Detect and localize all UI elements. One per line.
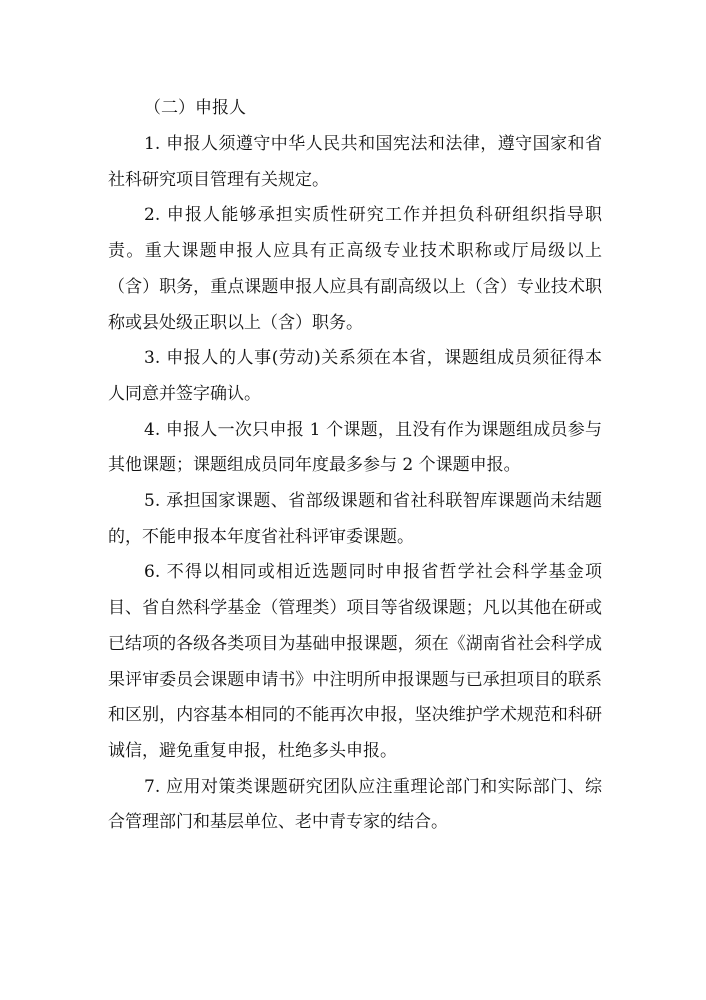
requirement-paragraph-4: 4. 申报人一次只申报 1 个课题，且没有作为课题组成员参与其他课题；课题组成员同年度最多参与 2 个课题申报。 (108, 419, 602, 476)
requirement-paragraph-1: 1. 申报人须遵守中华人民共和国宪法和法律，遵守国家和省社科研究项目管理有关规定。 (108, 134, 602, 190)
requirement-paragraph-3: 3. 申报人的人事(劳动)关系须在本省，课题组成员须征得本人同意并签字确认。 (108, 348, 602, 404)
requirement-paragraph-6: 6. 不得以相同或相近选题同时申报省哲学社会科学基金项目、省自然科学基金（管理类）项目等省级课题；凡以其他在研或已结项的各级各类项目为基础申报课题，须在《湖南省社会科学成果评审委员会课题申请书》中注明所申报课题与已承担项目的联系和区别，内容基本相同的不能再次申报，坚决维护学术规范和科研诚信，避免重复申报，杜绝多头申报。 (108, 562, 602, 761)
requirement-paragraph-2: 2. 申报人能够承担实质性研究工作并担负科研组织指导职责。重大课题申报人应具有正高级专业技术职称或厅局级以上（含）职务，重点课题申报人应具有副高级以上（含）专业技术职称或县处级正职以上（含）职务。 (108, 205, 602, 333)
document-body (108, 92, 602, 841)
requirement-paragraph-5: 5. 承担国家课题、省部级课题和省社科联智库课题尚未结题的，不能申报本年度省社科评审委课题。 (108, 491, 602, 547)
section-heading: （二）申报人 (144, 98, 246, 118)
requirement-paragraph-7: 7. 应用对策类课题研究团队应注重理论部门和实际部门、综合管理部门和基层单位、老中青专家的结合。 (108, 776, 602, 833)
